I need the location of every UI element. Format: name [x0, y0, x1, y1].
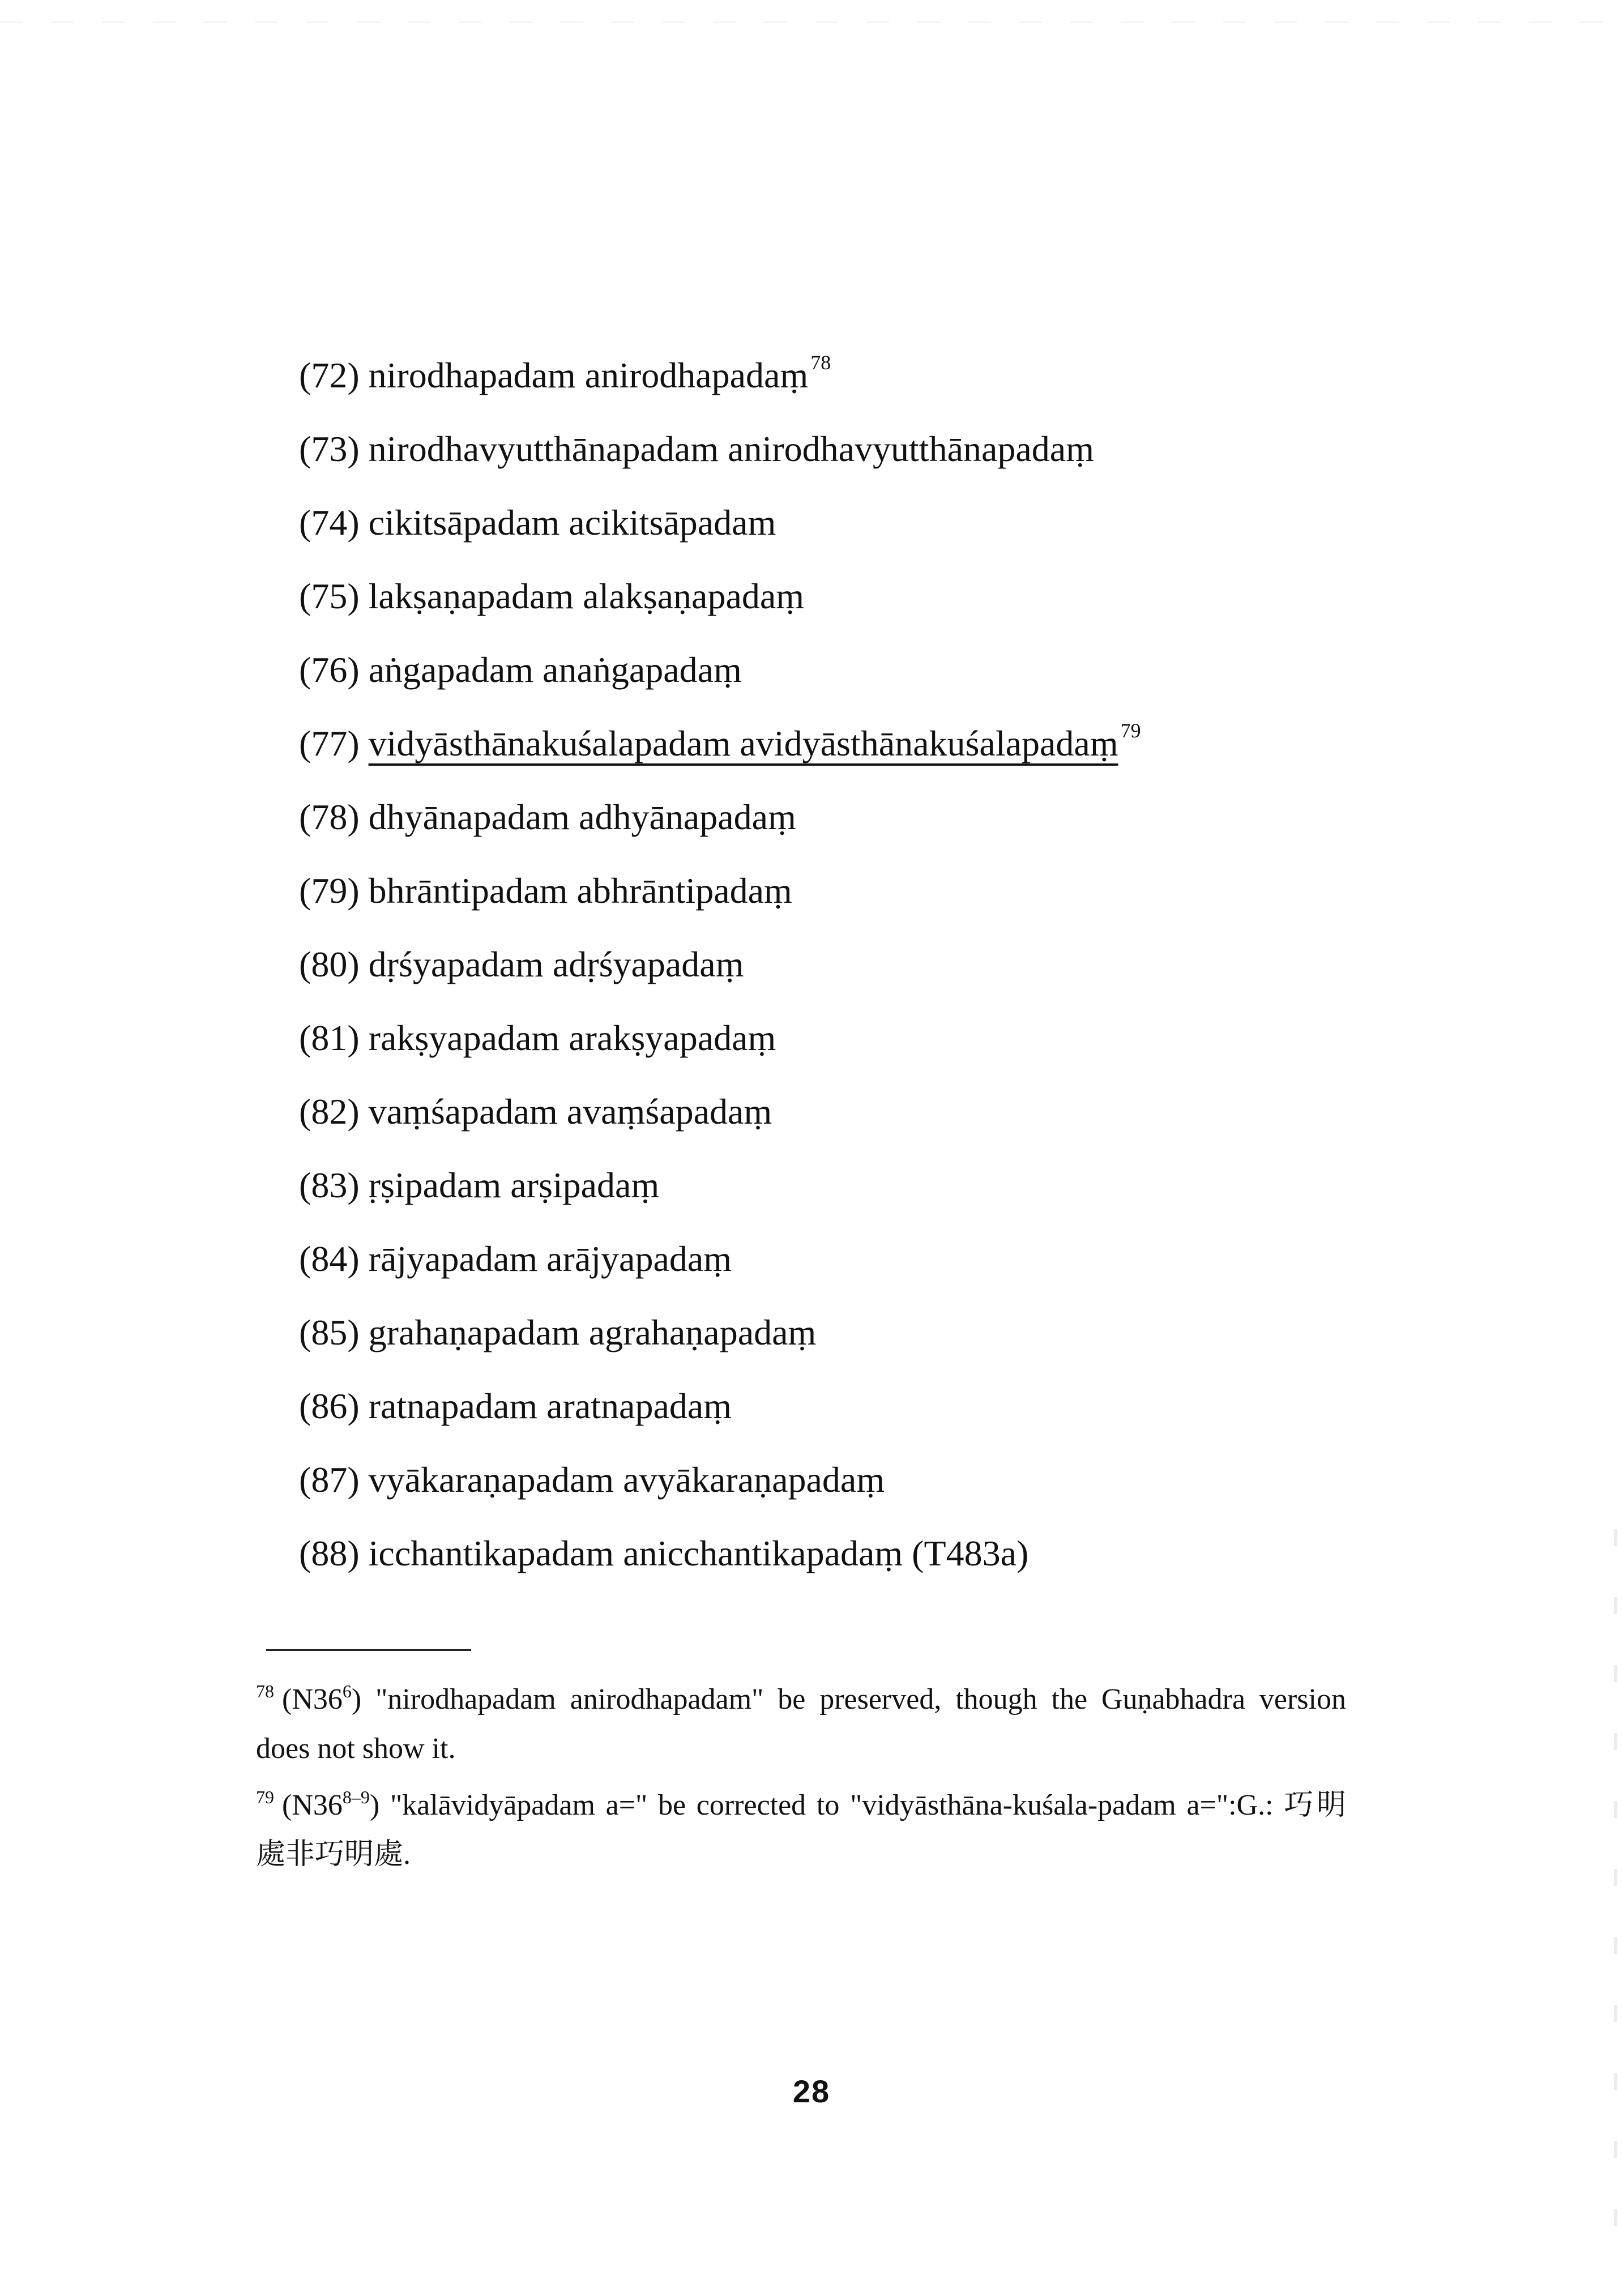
- entry-term: rājyapadam arājyapadaṃ: [368, 1239, 732, 1279]
- footnote-source-close: ): [351, 1683, 362, 1715]
- entry-term-underlined: vidyāsthānakuśalapadam avidyāsthānakuśalapadaṃ: [368, 723, 1118, 763]
- footnote-78: [256, 1676, 1346, 1772]
- footnote-source: (N36: [282, 1789, 343, 1821]
- list-item: [299, 633, 1488, 707]
- list-item: [299, 560, 1488, 633]
- list-item: [299, 412, 1488, 486]
- entry-number: (80): [299, 944, 360, 984]
- entry-term: grahaṇapadam agrahaṇapadaṃ: [368, 1312, 817, 1352]
- entry-number: (84): [299, 1239, 360, 1279]
- entry-term: dhyānapadam adhyānapadaṃ: [368, 797, 796, 837]
- list-item: [299, 928, 1488, 1001]
- footnote-79: [256, 1782, 1346, 1878]
- entry-number: (72): [299, 355, 360, 395]
- footnote-marker: 78: [256, 1681, 274, 1701]
- entry-number: (82): [299, 1091, 360, 1132]
- entry-number: (74): [299, 502, 360, 543]
- list-item: [299, 780, 1488, 854]
- entry-term: nirodhavyutthānapadam anirodhavyutthānapadaṃ: [368, 429, 1094, 469]
- entry-number: (87): [299, 1459, 360, 1500]
- footnote-ref[interactable]: 79: [1120, 719, 1141, 742]
- entry-number: (88): [299, 1533, 360, 1573]
- footnote-source: (N36: [282, 1683, 343, 1715]
- footnote-divider: [266, 1649, 471, 1651]
- scan-artifact-top: [0, 22, 1623, 23]
- entry-number: (77): [299, 723, 360, 763]
- entry-number: (86): [299, 1386, 360, 1426]
- list-item: [299, 854, 1488, 928]
- footnote-source-line: 8–9: [342, 1787, 370, 1807]
- list-item: [299, 1517, 1488, 1590]
- entry-number: (81): [299, 1018, 360, 1058]
- pada-list: [299, 339, 1488, 1590]
- entry-term: vaṃśapadam avaṃśapadaṃ: [368, 1091, 772, 1132]
- entry-term: rakṣyapadam arakṣyapadaṃ: [368, 1018, 776, 1058]
- entry-term: ṛṣipadam arṣipadaṃ: [368, 1165, 660, 1205]
- scan-artifact-right: [1614, 1529, 1617, 2265]
- entry-number: (73): [299, 429, 360, 469]
- entry-number: (76): [299, 650, 360, 690]
- entry-term: vyākaraṇapadam avyākaraṇapadaṃ: [368, 1459, 885, 1500]
- entry-number: (85): [299, 1312, 360, 1352]
- entry-term: nirodhapadam anirodhapadaṃ: [368, 355, 809, 395]
- footnote-marker: 79: [256, 1787, 274, 1807]
- entry-term: icchantikapadam anicchantikapadaṃ: [368, 1533, 903, 1573]
- entry-term: dṛśyapadam adṛśyapadaṃ: [368, 944, 744, 984]
- footnote-text: "kalāvidyāpadam a=" be corrected to "vidyāsthāna-kuśala-padam a=":G.: 巧明處非巧明處.: [256, 1789, 1347, 1871]
- page-number: 28: [792, 2073, 831, 2109]
- taisho-reference: (T483a): [912, 1533, 1029, 1573]
- entry-term: ratnapadam aratnapadaṃ: [368, 1386, 732, 1426]
- entry-number: (75): [299, 576, 360, 616]
- entry-number: (79): [299, 870, 360, 911]
- footnote-text: "nirodhapadam anirodhapadam" be preserved, though the Guṇabhadra version does not show it.: [256, 1683, 1346, 1765]
- entry-number: (78): [299, 797, 360, 837]
- list-item: [299, 486, 1488, 560]
- entry-term: bhrāntipadam abhrāntipadaṃ: [368, 870, 792, 911]
- list-item: [299, 1296, 1488, 1369]
- entry-number: (83): [299, 1165, 360, 1205]
- list-item: [299, 1222, 1488, 1296]
- list-item: [299, 339, 1488, 412]
- footnotes: [256, 1676, 1346, 1888]
- list-item: [299, 1149, 1488, 1222]
- list-item: [299, 1001, 1488, 1075]
- list-item: [299, 1443, 1488, 1517]
- footnote-ref[interactable]: 78: [810, 351, 831, 374]
- entry-term: lakṣaṇapadam alakṣaṇapadaṃ: [368, 576, 805, 616]
- footnote-source-close: ): [369, 1789, 380, 1821]
- list-item: [299, 1369, 1488, 1443]
- list-item: [299, 1075, 1488, 1149]
- entry-term: aṅgapadam anaṅgapadaṃ: [368, 650, 742, 690]
- footnote-source-line: 6: [342, 1681, 352, 1701]
- list-item: [299, 707, 1488, 780]
- entry-term: cikitsāpadam acikitsāpadam: [368, 502, 776, 543]
